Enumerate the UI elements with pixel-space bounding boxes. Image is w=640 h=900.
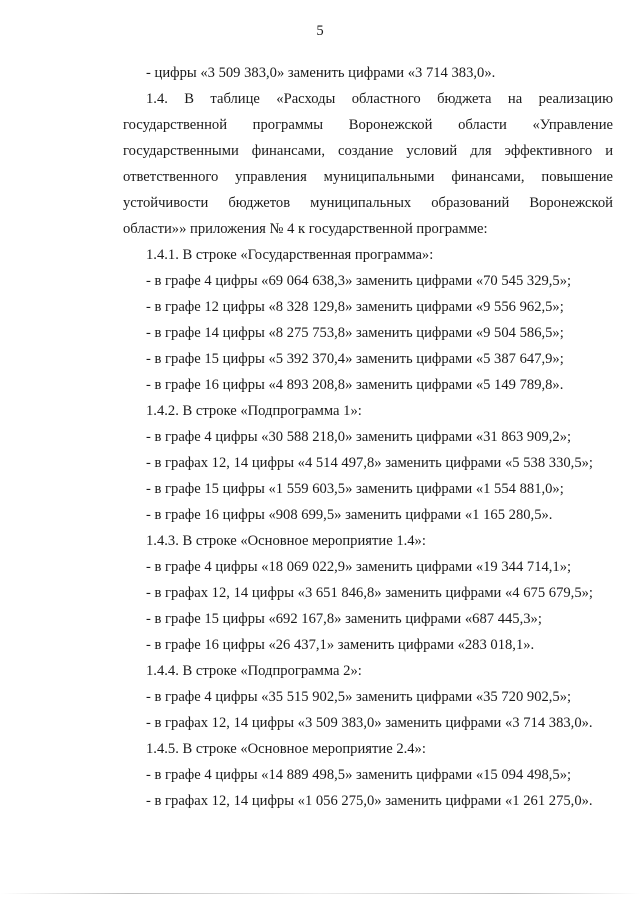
text-line: - в графах 12, 14 цифры «3 509 383,0» заменить цифрами «3 714 383,0». <box>146 715 593 731</box>
text-line: - в графах 12, 14 цифры «3 651 846,8» заменить цифрами «4 675 679,5»; <box>146 585 593 601</box>
scan-edge-divider <box>0 893 640 894</box>
text-line: устойчивости бюджетов муниципальных образований Воронежской <box>123 195 613 211</box>
text-line: 1.4.1. В строке «Государственная программа»: <box>146 247 434 263</box>
text-line: ответственного управления муниципальными финансами, повышение <box>123 169 613 185</box>
text-line: - в графах 12, 14 цифры «1 056 275,0» заменить цифрами «1 261 275,0». <box>146 793 593 809</box>
text-line: 1.4.3. В строке «Основное мероприятие 1.4»: <box>146 533 426 549</box>
text-line: 1.4.5. В строке «Основное мероприятие 2.4»: <box>146 741 426 757</box>
text-line: государственной программы Воронежской области «Управление <box>123 117 613 133</box>
page-number: 5 <box>316 23 324 39</box>
text-line: государственными финансами, создание условий для эффективного и <box>123 143 613 159</box>
text-line: - в графе 4 цифры «35 515 902,5» заменить цифрами «35 720 902,5»; <box>146 689 572 705</box>
text-line: - в графах 12, 14 цифры «4 514 497,8» заменить цифрами «5 538 330,5»; <box>146 455 593 471</box>
text-line: - в графе 16 цифры «908 699,5» заменить цифрами «1 165 280,5». <box>146 507 553 523</box>
text-line: - в графе 4 цифры «69 064 638,3» заменить цифрами «70 545 329,5»; <box>146 273 572 289</box>
text-line: - в графе 15 цифры «5 392 370,4» заменить цифрами «5 387 647,9»; <box>146 351 564 367</box>
text-line: 1.4.2. В строке «Подпрограмма 1»: <box>146 403 362 419</box>
text-line: - в графе 15 цифры «1 559 603,5» заменить цифрами «1 554 881,0»; <box>146 481 564 497</box>
text-line: 1.4. В таблице «Расходы областного бюджета на реализацию <box>146 91 613 107</box>
text-line: области»» приложения № 4 к государственной программе: <box>123 221 488 237</box>
text-line: - в графе 16 цифры «4 893 208,8» заменить цифрами «5 149 789,8». <box>146 377 564 393</box>
text-line: - цифры «3 509 383,0» заменить цифрами «3 714 383,0». <box>146 65 496 81</box>
text-line: - в графе 4 цифры «30 588 218,0» заменить цифрами «31 863 909,2»; <box>146 429 572 445</box>
text-line: - в графе 15 цифры «692 167,8» заменить цифрами «687 445,3»; <box>146 611 542 627</box>
text-line: - в графе 16 цифры «26 437,1» заменить цифрами «283 018,1». <box>146 637 535 653</box>
text-line: - в графе 4 цифры «18 069 022,9» заменить цифрами «19 344 714,1»; <box>146 559 572 575</box>
text-line: - в графе 4 цифры «14 889 498,5» заменить цифрами «15 094 498,5»; <box>146 767 572 783</box>
text-line: - в графе 12 цифры «8 328 129,8» заменить цифрами «9 556 962,5»; <box>146 299 564 315</box>
text-line: 1.4.4. В строке «Подпрограмма 2»: <box>146 663 362 679</box>
document-body <box>123 60 613 814</box>
text-line: - в графе 14 цифры «8 275 753,8» заменить цифрами «9 504 586,5»; <box>146 325 564 341</box>
